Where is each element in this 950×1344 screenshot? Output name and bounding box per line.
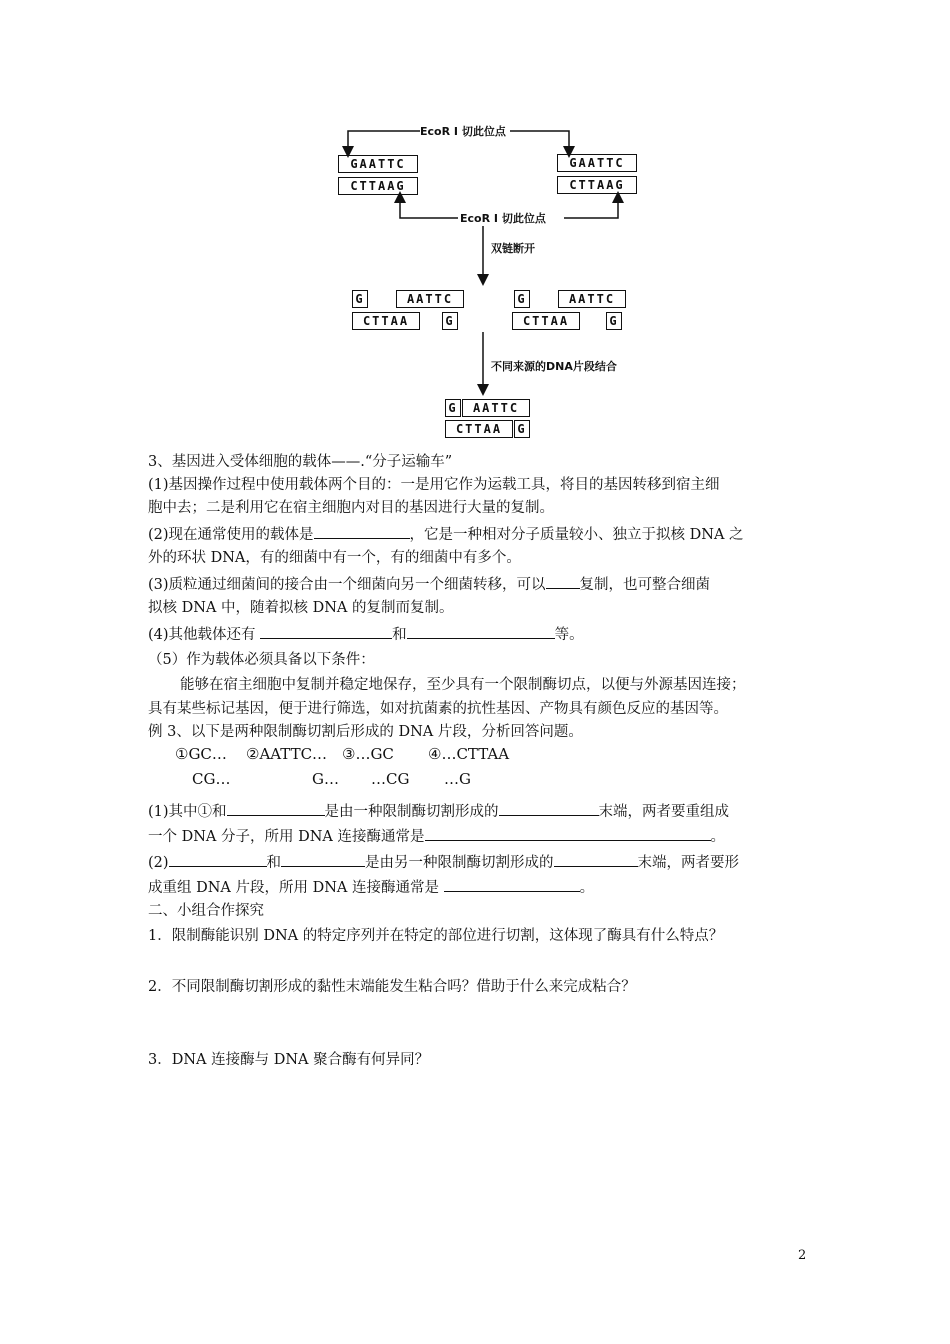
left-top-strand: GAATTC: [338, 155, 418, 173]
top-right-arrow: [510, 131, 569, 152]
q1-text-e: 。: [710, 829, 726, 845]
discussion-question-2: 2．不同限制酶切割形成的黏性末端能发生粘合吗？借助于什么来完成粘合？: [148, 979, 636, 995]
answer-blank-q2-fragment-1[interactable]: [169, 852, 267, 867]
para-3-line-2: 拟核 DNA 中，随着拟核 DNA 的复制而复制。: [148, 600, 454, 616]
answer-blank-q1-end[interactable]: [499, 801, 599, 816]
para-2-text-b: ，它是一种相对分子质量较小、独立于拟核 DNA 之: [409, 527, 744, 543]
para-4-line: [148, 624, 584, 645]
para-2-line-2: 外的环状 DNA，有的细菌中有一个，有的细菌中有多个。: [148, 550, 521, 566]
answer-blank-replicate[interactable]: [546, 574, 580, 589]
right-top-strand: GAATTC: [557, 154, 637, 172]
step-break-label: 双链断开: [491, 242, 535, 255]
para-5-line-2: 具有某些标记基因，便于进行筛选，如对抗菌素的抗性基因、产物具有颜色反应的基因等。: [148, 701, 728, 717]
fragment-4-top: ④…CTTAA: [428, 745, 510, 763]
q1-text-b: 是由一种限制酶切割形成的: [324, 804, 499, 820]
answer-blank-vector[interactable]: [314, 524, 410, 539]
fragment-1-bottom: CG…: [192, 770, 231, 788]
para-2-text-a: (2)现在通常使用的载体是: [148, 527, 314, 543]
para-4-text-a: (4)其他载体还有: [148, 627, 256, 643]
answer-blank-other-vector-2[interactable]: [407, 624, 555, 639]
para-4-text-c: 等。: [554, 627, 584, 643]
answer-blank-other-vector-1[interactable]: [260, 624, 392, 639]
discussion-question-3: 3．DNA 连接酶与 DNA 聚合酶有何异同？: [148, 1052, 430, 1068]
frag-g-1: G: [352, 290, 368, 308]
para-3-line-1: [148, 574, 710, 595]
q1-text-c: 末端，两者要重组成: [598, 804, 730, 820]
mid-right-arrow: [564, 197, 618, 218]
answer-blank-q1-ligase[interactable]: [425, 826, 711, 841]
q2-text-a: (2): [148, 855, 169, 871]
q1-text-d: 一个 DNA 分子，所用 DNA 连接酶通常是: [148, 829, 425, 845]
para-1-line-2: 胞中去；二是利用它在宿主细胞内对目的基因进行大量的复制。: [148, 500, 554, 516]
frag-g-4: G: [606, 312, 622, 330]
q2-text-d: 末端，两者要形: [637, 855, 740, 871]
frag-g-2: G: [442, 312, 458, 330]
section-2-heading: 二、小组合作探究: [148, 903, 264, 919]
q2-text-c: 是由另一种限制酶切割形成的: [365, 855, 554, 871]
para-3-text-b: 复制，也可整合细菌: [579, 577, 711, 593]
page-number: 2: [798, 1248, 807, 1263]
para-4-text-b: 和: [392, 627, 407, 643]
step-join-label: 不同来源的DNA片段结合: [491, 360, 617, 373]
frag-aattc-1: AATTC: [396, 290, 464, 308]
joined-g-bottom: G: [514, 420, 530, 438]
para-5-heading: （5）作为载体必须具备以下条件：: [148, 652, 375, 668]
section-heading-vector: 3、基因进入受体细胞的载体——.“分子运输车”: [148, 454, 453, 470]
right-bottom-strand: CTTAAG: [557, 176, 637, 194]
frag-g-3: G: [514, 290, 530, 308]
example-3-heading: 例 3、以下是两种限制酶切割后形成的 DNA 片段，分析回答问题。: [148, 724, 583, 740]
frag-cttaa-2: CTTAA: [512, 312, 580, 330]
para-5-line-1: 能够在宿主细胞中复制并稳定地保存，至少具有一个限制酶切点，以便与外源基因连接；: [180, 677, 746, 693]
joined-g-top: G: [445, 399, 461, 417]
fragment-3-bottom: …CG: [371, 770, 410, 788]
frag-cttaa-1: CTTAA: [352, 312, 420, 330]
answer-blank-q2-fragment-2[interactable]: [281, 852, 365, 867]
answer-blank-q1-fragment[interactable]: [227, 801, 325, 816]
joined-aattc: AATTC: [462, 399, 530, 417]
para-2-line-1: [148, 524, 744, 545]
answer-blank-q2-ligase[interactable]: [444, 877, 580, 892]
q1-text-a: (1)其中①和: [148, 804, 227, 820]
joined-cttaa: CTTAA: [445, 420, 513, 438]
answer-blank-q2-end[interactable]: [554, 852, 638, 867]
mid-site-label: EcoR Ⅰ 切此位点: [460, 212, 546, 225]
fragment-2-bottom: G…: [312, 770, 339, 788]
question-1-line-2: [148, 826, 725, 847]
discussion-question-1: 1．限制酶能识别 DNA 的特定序列并在特定的部位进行切割，这体现了酶具有什么特点？: [148, 928, 724, 944]
question-1-line-1: [148, 801, 729, 822]
top-site-label: EcoR Ⅰ 切此位点: [420, 125, 506, 138]
fragment-2-top: ②AATTC…: [246, 745, 328, 763]
fragment-4-bottom: …G: [444, 770, 471, 788]
q2-text-e: 成重组 DNA 片段，所用 DNA 连接酶通常是: [148, 880, 440, 896]
q2-text-b: 和: [266, 855, 282, 871]
mid-left-arrow: [400, 197, 458, 218]
question-2-line-1: [148, 852, 739, 873]
top-left-arrow: [348, 131, 420, 152]
question-2-line-2: [148, 877, 594, 898]
q2-text-f: 。: [579, 880, 595, 896]
frag-aattc-2: AATTC: [558, 290, 626, 308]
para-3-text-a: (3)质粒通过细菌间的接合由一个细菌向另一个细菌转移，可以: [148, 577, 546, 593]
fragment-3-top: ③…GC: [342, 745, 394, 763]
para-1-line-1: (1)基因操作过程中使用载体两个目的：一是用它作为运载工具，将目的基因转移到宿主细: [148, 477, 720, 493]
fragment-1-top: ①GC…: [175, 745, 227, 763]
left-bottom-strand: CTTAAG: [338, 177, 418, 195]
ecori-cutting-diagram: [320, 120, 660, 440]
